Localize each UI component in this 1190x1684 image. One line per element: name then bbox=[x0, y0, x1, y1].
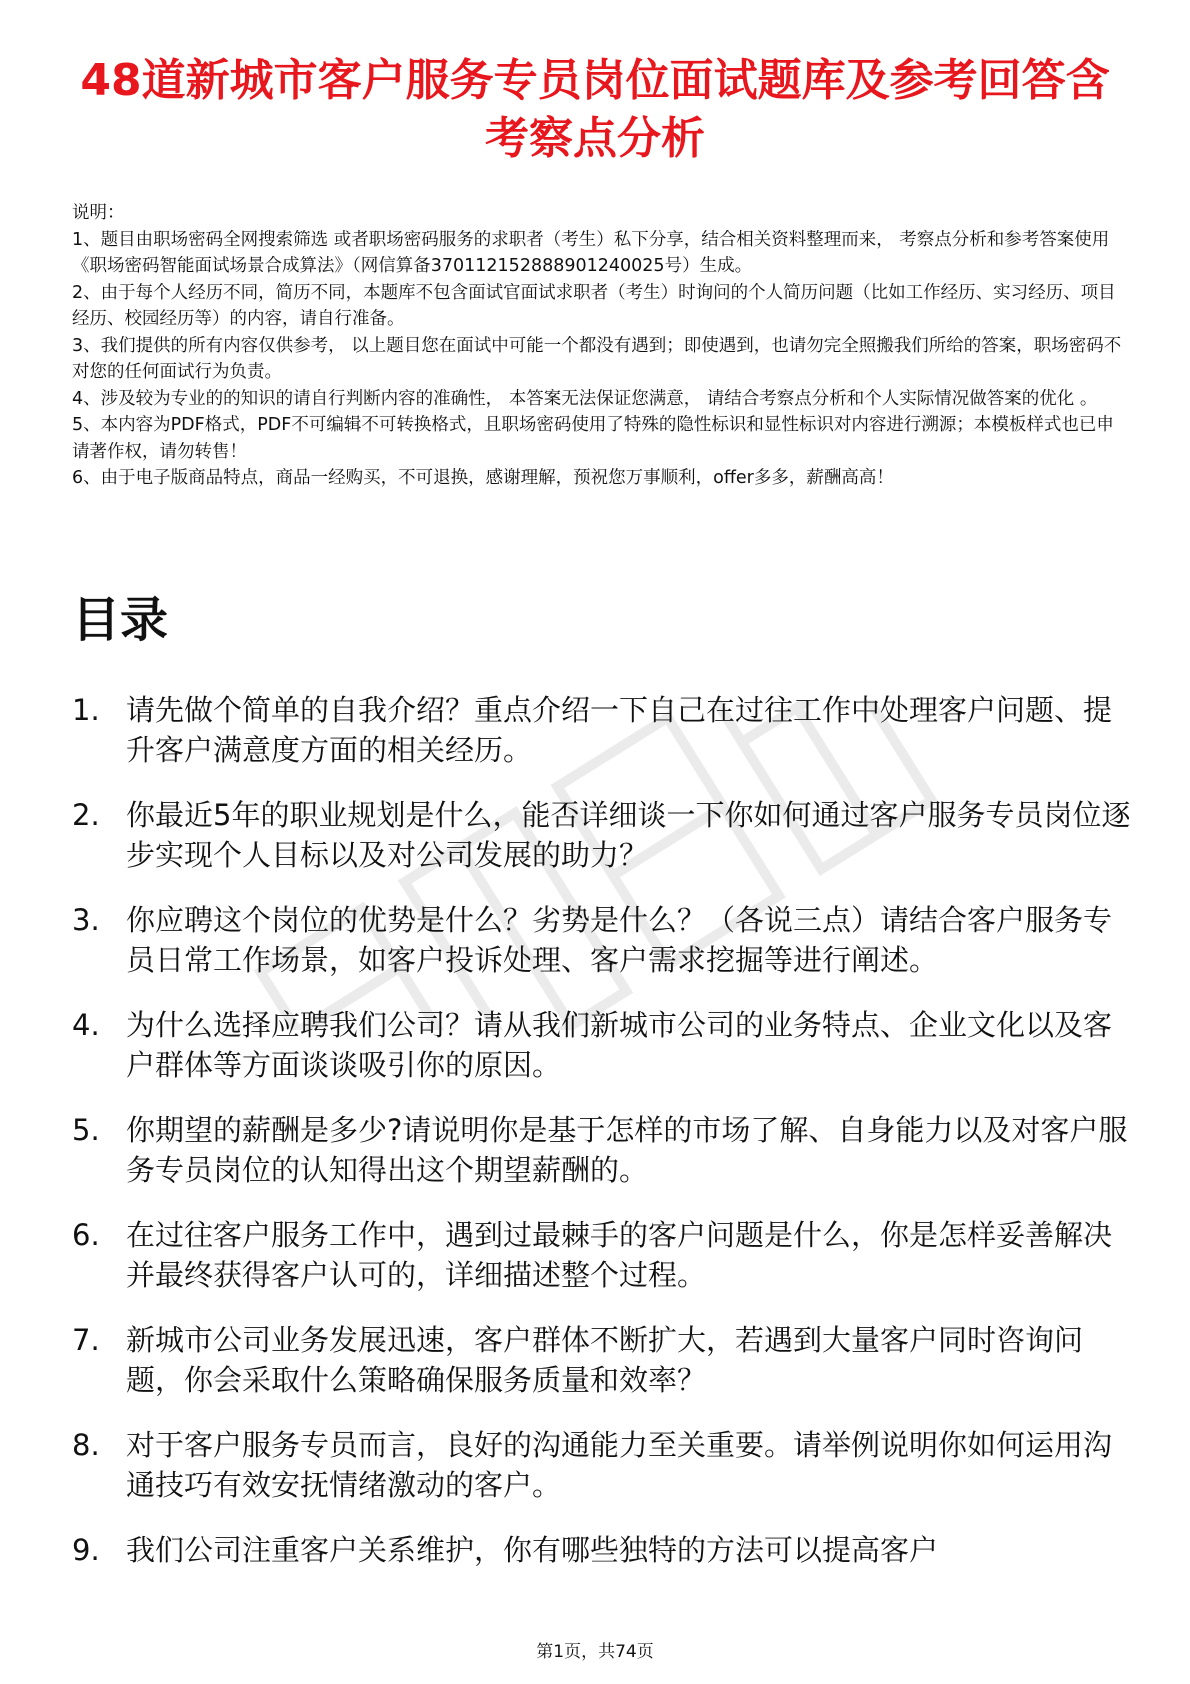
toc-item-text: 请先做个简单的自我介绍？重点介绍一下自己在过往工作中处理客户问题、提升客户满意度方面的相关经历。 bbox=[126, 693, 1113, 767]
toc-item-2[interactable] bbox=[72, 795, 1132, 875]
toc-item-text: 我们公司注重客户关系维护，你有哪些独特的方法可以提高客户 bbox=[126, 1533, 939, 1567]
toc-item-8[interactable] bbox=[72, 1425, 1132, 1505]
toc-item-number: 4. bbox=[72, 1008, 100, 1042]
toc-item-number: 2. bbox=[72, 798, 100, 832]
toc-item-number: 9. bbox=[72, 1533, 100, 1567]
page-footer: 第1页，共74页 bbox=[536, 1642, 654, 1662]
toc-item-4[interactable] bbox=[72, 1005, 1132, 1085]
toc-heading: 目录 bbox=[72, 592, 169, 648]
toc-item-text: 新城市公司业务发展迅速，客户群体不断扩大，若遇到大量客户同时咨询问题，你会采取什么策略确保服务质量和效率？ bbox=[126, 1323, 1084, 1397]
notes-heading: 说明： bbox=[72, 203, 125, 223]
note-item-6: 6、由于电子版商品特点，商品一经购买，不可退换，感谢理解，预祝您万事顺利，offer多多，薪酬高高！ bbox=[72, 468, 894, 488]
toc-item-6[interactable] bbox=[72, 1215, 1132, 1295]
toc-item-number: 6. bbox=[72, 1218, 100, 1252]
toc-item-number: 1. bbox=[72, 693, 100, 727]
toc-item-text: 你最近5年的职业规划是什么，能否详细谈一下你如何通过客户服务专员岗位逐步实现个人目标以及对公司发展的助力？ bbox=[126, 798, 1131, 872]
document-title: 48道新城市客户服务专员岗位面试题库及参考回答含考察点分析 bbox=[80, 55, 1110, 164]
toc-item-9[interactable] bbox=[72, 1530, 1132, 1570]
toc-item-number: 5. bbox=[72, 1113, 100, 1147]
toc-item-text: 为什么选择应聘我们公司？请从我们新城市公司的业务特点、企业文化以及客户群体等方面谈谈吸引你的原因。 bbox=[126, 1008, 1113, 1082]
toc-item-number: 3. bbox=[72, 903, 100, 937]
note-item-2: 2、由于每个人经历不同，简历不同，本题库不包含面试官面试求职者（考生）时询问的个人简历问题（比如工作经历、实习经历、项目经历、校园经历等）的内容，请自行准备。 bbox=[72, 282, 1116, 329]
note-item-3: 3、我们提供的所有内容仅供参考， 以上题目您在面试中可能一个都没有遇到；即使遇到，也请勿完全照搬我们所给的答案，职场密码不对您的任何面试行为负责。 bbox=[72, 335, 1122, 382]
toc-item-text: 在过往客户服务工作中，遇到过最棘手的客户问题是什么，你是怎样妥善解决并最终获得客户认可的，详细描述整个过程。 bbox=[126, 1218, 1113, 1292]
notes-section bbox=[72, 200, 1122, 492]
toc-item-number: 7. bbox=[72, 1323, 100, 1357]
note-item-5: 5、本内容为PDF格式，PDF不可编辑不可转换格式，且职场密码使用了特殊的隐性标识和显性标识对内容进行溯源；本模板样式也已申请著作权，请勿转售！ bbox=[72, 415, 1114, 462]
toc-item-3[interactable] bbox=[72, 900, 1132, 980]
toc-list bbox=[72, 690, 1132, 1595]
toc-item-number: 8. bbox=[72, 1428, 100, 1462]
toc-item-5[interactable] bbox=[72, 1110, 1132, 1190]
toc-item-1[interactable] bbox=[72, 690, 1132, 770]
note-item-4: 4、涉及较为专业的的知识的请自行判断内容的准确性， 本答案无法保证您满意， 请结合考察点分析和个人实际情况做答案的优化 。 bbox=[72, 388, 1098, 409]
toc-item-7[interactable] bbox=[72, 1320, 1132, 1400]
toc-item-text: 你应聘这个岗位的优势是什么？劣势是什么？（各说三点）请结合客户服务专员日常工作场景，如客户投诉处理、客户需求挖掘等进行阐述。 bbox=[126, 903, 1113, 977]
toc-item-text: 你期望的薪酬是多少?请说明你是基于怎样的市场了解、自身能力以及对客户服务专员岗位的认知得出这个期望薪酬的。 bbox=[126, 1113, 1128, 1187]
toc-item-text: 对于客户服务专员而言，良好的沟通能力至关重要。请举例说明你如何运用沟通技巧有效安抚情绪激动的客户。 bbox=[126, 1428, 1113, 1502]
note-item-1: 1、题目由职场密码全网搜索筛选 或者职场密码服务的求职者（考生）私下分享，结合相关资料整理而来， 考察点分析和参考答案使用《职场密码智能面试场景合成算法》（网信算备370112152888901240025号）生成。 bbox=[72, 229, 1110, 276]
